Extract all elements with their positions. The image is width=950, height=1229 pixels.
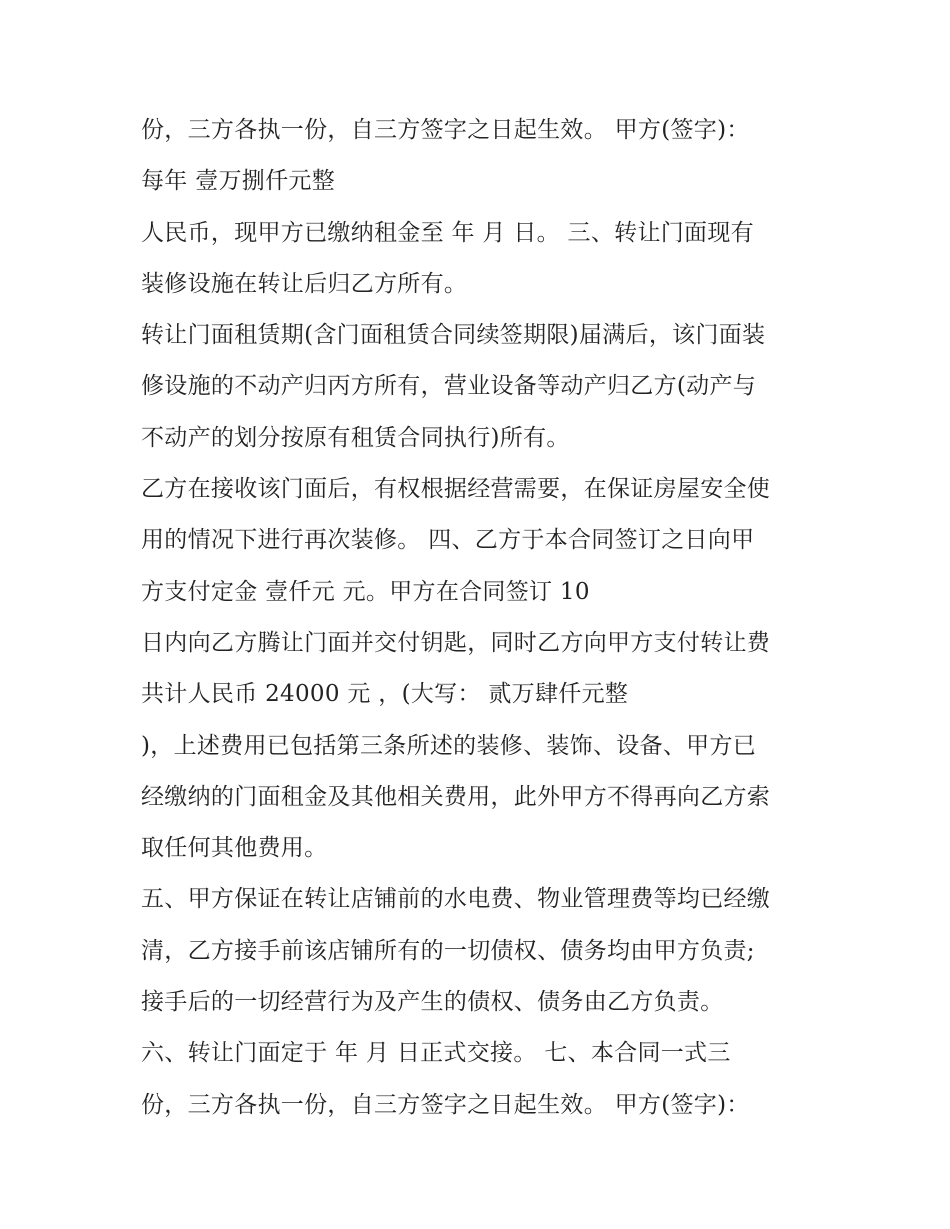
- text-line: 乙方在接收该门面后，有权根据经营需要，在保证房屋安全使: [141, 476, 771, 503]
- text-line: 转让门面租赁期(含门面租赁合同续签期限)届满后，该门面装: [141, 322, 766, 349]
- text-line: )，上述费用已包括第三条所述的装修、装饰、设备、甲方已: [141, 732, 757, 759]
- text-line: 不动产的划分按原有租赁合同执行)所有。: [141, 424, 570, 451]
- text-line: 每年 壹万捌仟元整: [141, 168, 336, 195]
- text-line: 六、转让门面定于 年 月 日正式交接。 七、本合同一式三: [141, 1040, 731, 1067]
- text-line: 装修设施在转让后归乙方所有。: [141, 270, 468, 297]
- text-line: 取任何其他费用。: [141, 835, 328, 862]
- text-line: 接手后的一切经营行为及产生的债权、债务由乙方负责。: [141, 989, 724, 1016]
- text-line: 共计人民币 24000 元 ，(大写： 贰万肆仟元整: [141, 681, 629, 708]
- text-line: 人民币，现甲方已缴纳租金至 年 月 日。 三、转让门面现有: [141, 219, 754, 246]
- text-line: 日内向乙方腾让门面并交付钥匙，同时乙方向甲方支付转让费: [141, 629, 771, 656]
- text-line: 份，三方各执一份，自三方签字之日起生效。 甲方(签字)：: [141, 117, 750, 143]
- text-line: 修设施的不动产归丙方所有，营业设备等动产归乙方(动产与: [141, 373, 757, 400]
- text-line: 经缴纳的门面租金及其他相关费用，此外甲方不得再向乙方索: [141, 783, 771, 810]
- text-line: 方支付定金 壹仟元 元。甲方在合同签订 10: [141, 578, 590, 605]
- contract-text: [141, 105, 841, 1131]
- text-line: 用的情况下进行再次装修。 四、乙方于本合同签订之日向甲: [141, 527, 755, 554]
- text-line: 清，乙方接手前该店铺所有的一切债权、债务均由甲方负责;: [141, 937, 755, 964]
- text-line: 五、甲方保证在转让店铺前的水电费、物业管理费等均已经缴: [141, 886, 771, 913]
- text-line: 份，三方各执一份，自三方签字之日起生效。 甲方(签字)：: [141, 1091, 750, 1118]
